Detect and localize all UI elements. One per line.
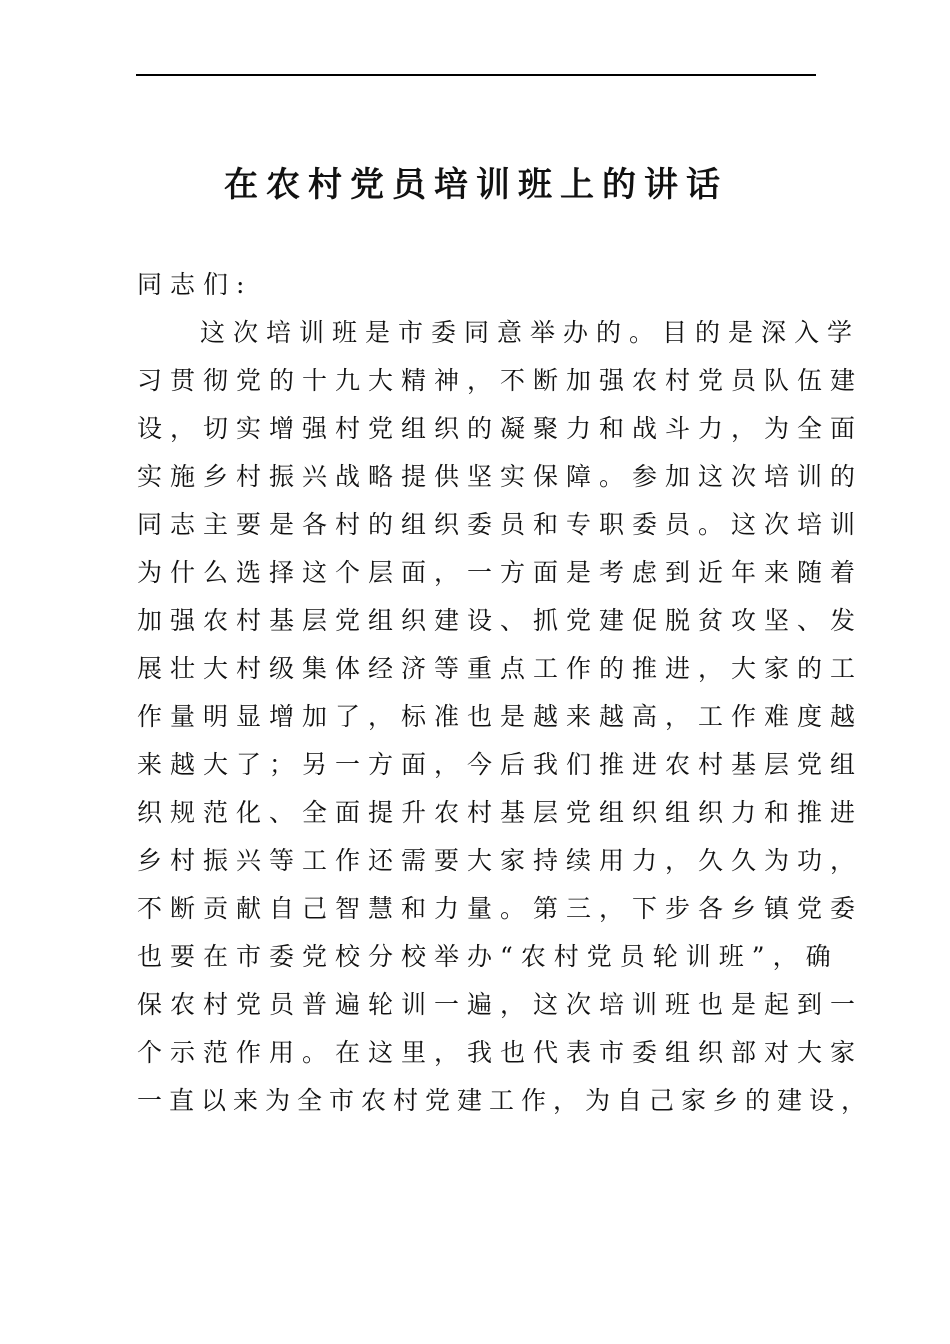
- paragraph-line: 这次培训班是市委同意举办的。目的是深入学: [200, 318, 861, 347]
- header-rule: [136, 74, 816, 76]
- paragraph-line: 不断贡献自己智慧和力量。第三，下步各乡镇党委: [137, 894, 864, 923]
- paragraph-line: 同志主要是各村的组织委员和专职委员。这次培训: [137, 510, 864, 539]
- document-title: 在农村党员培训班上的讲话: [224, 165, 728, 205]
- paragraph-line: 展壮大村级集体经济等重点工作的推进，大家的工: [137, 654, 864, 683]
- paragraph-line: 个示范作用。在这里，我也代表市委组织部对大家: [137, 1038, 864, 1067]
- paragraph-line: 实施乡村振兴战略提供坚实保障。参加这次培训的: [137, 462, 864, 491]
- paragraph-line: 作量明显增加了，标准也是越来越高，工作难度越: [137, 702, 864, 731]
- paragraph-line: 织规范化、全面提升农村基层党组织组织力和推进: [137, 798, 864, 827]
- paragraph-line: 设，切实增强村党组织的凝聚力和战斗力，为全面: [137, 414, 864, 443]
- paragraph-line: 加强农村基层党组织建设、抓党建促脱贫攻坚、发: [137, 606, 864, 635]
- paragraph-line: 习贯彻党的十九大精神，不断加强农村党员队伍建: [137, 366, 864, 395]
- paragraph-line: 也要在市委党校分校举办“农村党员轮训班”，确: [137, 942, 839, 971]
- paragraph-line: 来越大了；另一方面，今后我们推进农村基层党组: [137, 750, 864, 779]
- paragraph-line: 为什么选择这个层面，一方面是考虑到近年来随着: [137, 558, 864, 587]
- salutation: 同志们:: [137, 270, 253, 299]
- paragraph-line: 一直以来为全市农村党建工作，为自己家乡的建设，: [137, 1086, 874, 1115]
- paragraph-line: 乡村振兴等工作还需要大家持续用力，久久为功，: [137, 846, 864, 875]
- paragraph-line: 保农村党员普遍轮训一遍，这次培训班也是起到一: [137, 990, 864, 1019]
